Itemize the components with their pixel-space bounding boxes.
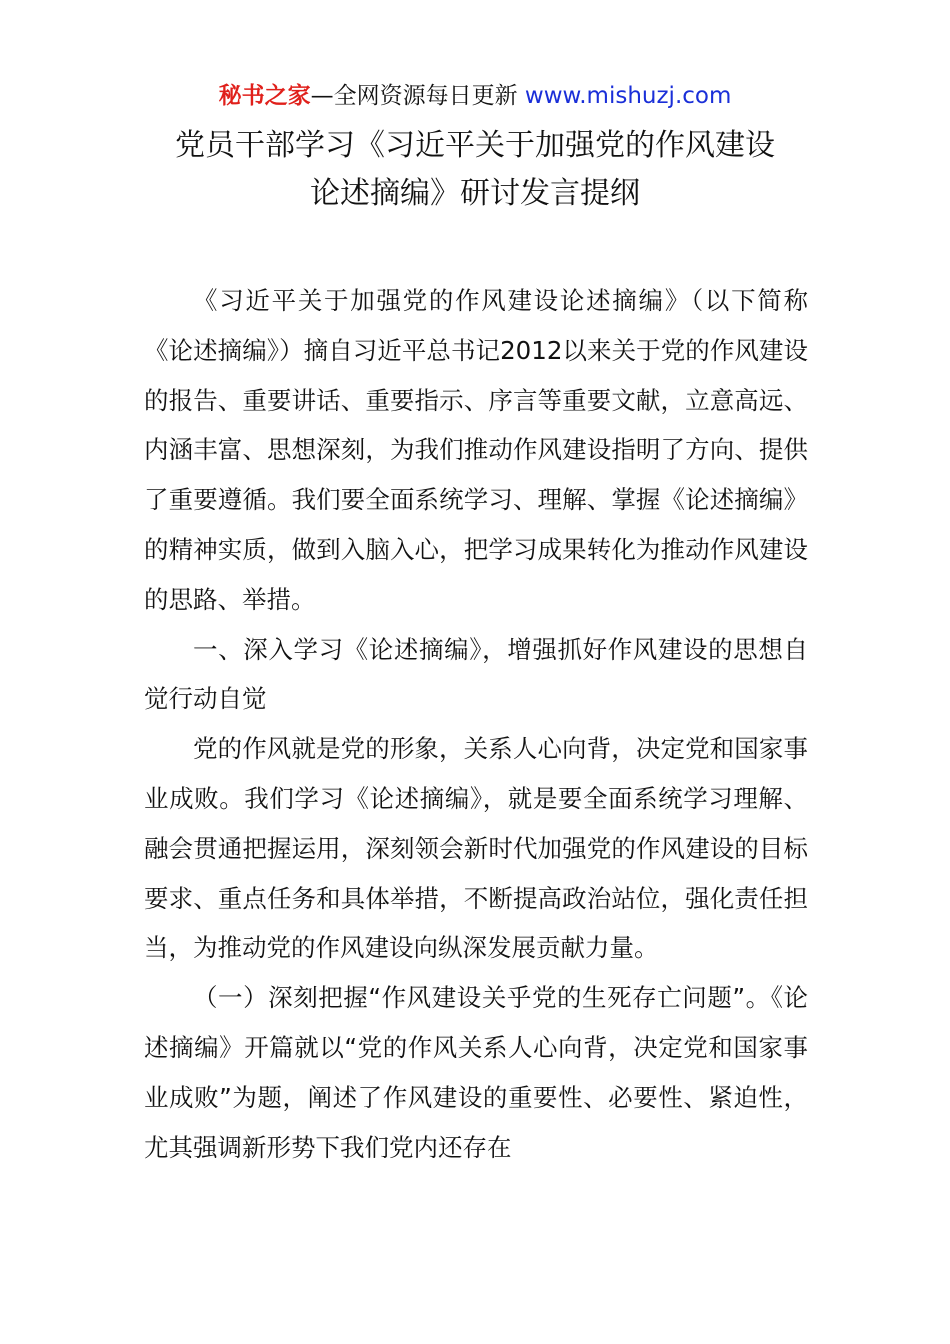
- paragraph-intro: 《习近平关于加强党的作风建设论述摘编》（以下简称《论述摘编》）摘自习近平总书记2012以来关于党的作风建设的报告、重要讲话、重要指示、序言等重要文献，立意高远、内涵丰富、思想深刻，为我们推动作风建设指明了方向、提供了重要遵循。我们要全面系统学习、理解、掌握《论述摘编》的精神实质，做到入脑入心，把学习成果转化为推动作风建设的思路、举措。: [144, 286, 808, 614]
- site-url: www.mishuzj.com: [524, 83, 732, 109]
- brand-name: 秘书之家: [218, 83, 311, 109]
- header-tagline: —全网资源每日更新: [310, 83, 525, 109]
- section-heading-1: 一、深入学习《论述摘编》，增强抓好作风建设的思想自觉行动自觉: [144, 634, 808, 714]
- site-header: [0, 80, 950, 112]
- paragraph-section-1: 党的作风就是党的形象，关系人心向背，决定党和国家事业成败。我们学习《论述摘编》，就是要全面系统学习理解、融会贯通把握运用，深刻领会新时代加强党的作风建设的目标要求、重点任务和具体举措，不断提高政治站位，强化责任担当，为推动党的作风建设向纵深发展贡献力量。: [144, 734, 808, 963]
- title-line-2: 论述摘编》研讨发言提纲: [310, 176, 640, 211]
- title-line-1: 党员干部学习《习近平关于加强党的作风建设: [175, 128, 775, 163]
- subsection-paragraph-1: （一）深刻把握“作风建设关乎党的生死存亡问题”。《论述摘编》开篇就以“党的作风关系人心向背，决定党和国家事业成败”为题，阐述了作风建设的重要性、必要性、紧迫性，尤其强调新形势下我们党内还存在: [144, 983, 808, 1162]
- document-body: [144, 276, 808, 1172]
- document-title: [60, 122, 890, 218]
